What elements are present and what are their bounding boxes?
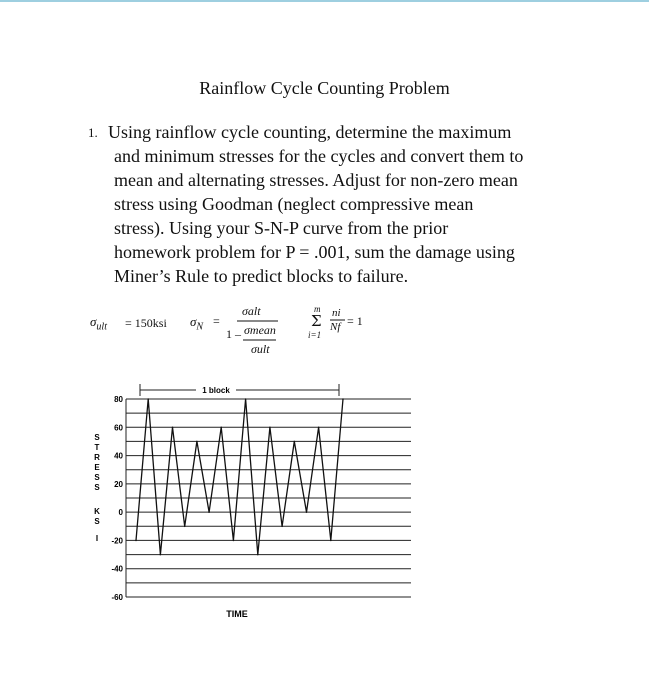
y-axis-label-char: R xyxy=(94,453,100,462)
problem-line: stress using Goodman (neglect compressive mean xyxy=(114,194,474,214)
stress-point xyxy=(330,540,332,542)
sigma-ult-value: = 150ksi xyxy=(125,316,167,330)
stress-point xyxy=(196,441,198,443)
y-tick-label: -60 xyxy=(111,593,123,602)
sigma-n-equals: = xyxy=(213,314,220,328)
stress-point xyxy=(342,398,344,400)
stress-point xyxy=(233,540,235,542)
y-tick-label: 60 xyxy=(114,423,123,433)
y-axis-label-char: I xyxy=(95,534,99,543)
problem-line: and minimum stresses for the cycles and convert them to xyxy=(114,146,524,166)
x-axis-label: TIME xyxy=(226,609,248,619)
sum-lower-limit: i=1 xyxy=(308,330,322,340)
ni-term: ni xyxy=(332,307,341,319)
stress-point xyxy=(135,540,137,542)
stress-series-line xyxy=(136,399,343,555)
stress-point xyxy=(281,525,283,527)
stress-point xyxy=(184,525,186,527)
stress-point xyxy=(220,426,222,428)
sigma-ult-symbol: $\sigma_{ult}$ xyxy=(90,314,107,333)
y-axis-label-char: S xyxy=(94,483,100,492)
y-axis-label-char: E xyxy=(94,463,100,472)
miners-equals-one: = 1 xyxy=(347,314,363,328)
stress-point xyxy=(172,426,174,428)
problem-line: Using rainflow cycle counting, determine the maximum xyxy=(108,122,512,142)
y-axis-label-char: S xyxy=(94,433,100,442)
problem-number: 1. xyxy=(88,125,98,140)
y-tick-label: 80 xyxy=(114,395,123,404)
stress-point xyxy=(245,398,247,400)
problem-line: stress). Using your S-N-P curve from the prior xyxy=(114,218,449,238)
problem-line: homework problem for P = .001, sum the damage using xyxy=(114,242,515,262)
y-tick-label: -40 xyxy=(111,564,123,574)
sum-icon: Σ xyxy=(311,312,322,330)
problem-line: mean and alternating stresses. Adjust for non-zero mean xyxy=(114,170,518,190)
sigma-ult-denominator: σult xyxy=(251,342,270,356)
y-axis-label-char: K xyxy=(94,507,100,516)
stress-point xyxy=(306,511,308,513)
sum-upper-limit: m xyxy=(314,304,321,314)
page-title: Rainflow Cycle Counting Problem xyxy=(199,78,450,98)
sigma-mean: σmean xyxy=(244,323,276,337)
stress-point xyxy=(293,441,295,443)
y-axis-label-char: S xyxy=(94,517,100,526)
stress-point xyxy=(208,511,210,513)
y-axis-label-char: S xyxy=(94,473,100,482)
y-tick-label: 40 xyxy=(114,451,123,461)
nf-term: Nf xyxy=(330,321,341,333)
sigma-n-symbol: $\sigma_N$ xyxy=(190,314,204,333)
y-axis-label-char: T xyxy=(94,443,100,452)
stress-point xyxy=(147,398,149,400)
y-tick-label: 20 xyxy=(114,479,123,489)
stress-point xyxy=(269,426,271,428)
sigma-alt: σalt xyxy=(242,304,261,318)
stress-point xyxy=(257,554,259,556)
problem-line: Miner’s Rule to predict blocks to failure. xyxy=(114,266,409,286)
y-tick-label: -20 xyxy=(111,536,123,546)
stress-point xyxy=(160,554,162,556)
stress-point xyxy=(318,426,320,428)
block-label: 1 block xyxy=(202,386,230,395)
y-tick-label: 0 xyxy=(118,508,123,518)
one-minus: 1 – xyxy=(226,327,241,341)
